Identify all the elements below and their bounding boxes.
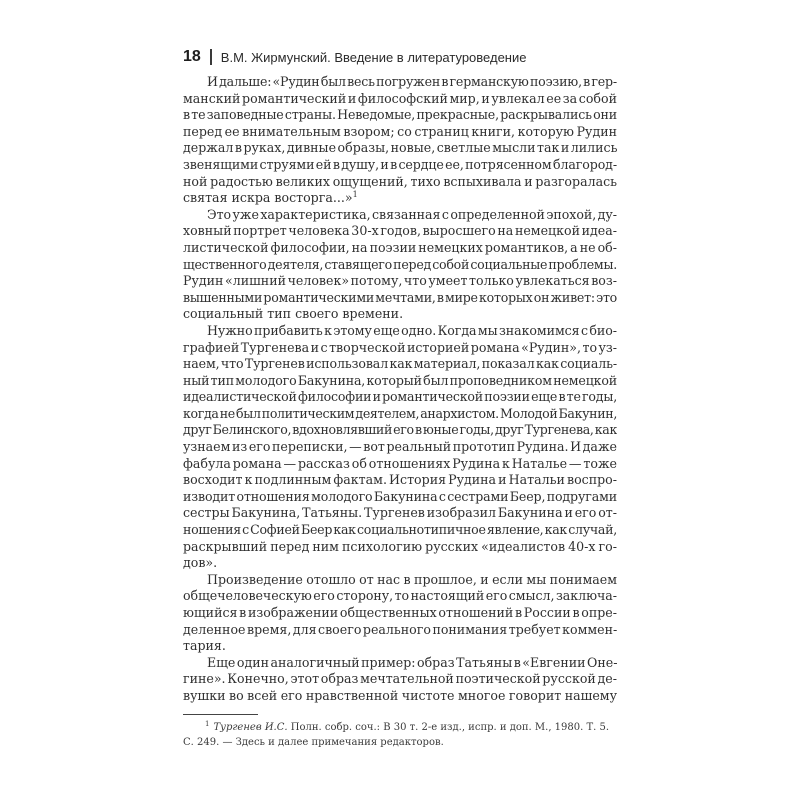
text-line-content: гине». Конечно, этот образ мечтательной поэтической русской де- — [183, 671, 617, 687]
text-line — [183, 505, 617, 522]
text-line-content: общечеловеческую его сторону, то настоящий его смысл, заключа- — [183, 588, 617, 604]
text-line-content: Это уже характеристика, связанная с определенной эпохой, ду- — [207, 206, 617, 222]
text-line — [183, 605, 617, 622]
footnote-mark: 1 — [205, 720, 210, 728]
text-line — [183, 522, 617, 539]
text-line-content: Рудин «лишний человек» потому, что умеет только увлекаться воз- — [183, 273, 617, 289]
text-line — [183, 489, 617, 506]
text-line — [183, 406, 617, 423]
text-line — [183, 273, 617, 290]
paragraph — [183, 74, 617, 207]
text-line — [183, 655, 617, 672]
text-line — [183, 323, 617, 340]
text-line-content: деленное время, для своего реального понимания требует коммен- — [183, 621, 617, 637]
text-line-content: ющийся в изображении общественных отношений в России в опре- — [183, 605, 617, 620]
text-line — [183, 588, 617, 605]
text-line — [183, 107, 617, 124]
text-line-content: держал в руках, дивные образы, новые, светлые мысли так и лились — [183, 140, 617, 156]
text-line — [183, 555, 617, 572]
text-line — [183, 290, 617, 307]
body-text — [183, 74, 617, 705]
text-line — [183, 472, 617, 489]
footnote-line: С. 249. — Здесь и далее примечания редакторов. — [183, 737, 444, 748]
text-line — [183, 389, 617, 406]
running-title: В.М. Жирмунский. Введение в литературоведение — [220, 49, 527, 65]
text-line-content: идеалистической философии и романтической поэзии еще в те годы, — [183, 389, 617, 405]
text-line-content: манский романтический и философский мир, и увлекал ее за собой — [183, 90, 617, 106]
text-line-content: листической философии, на поэзии немецких романтиков, а не об- — [183, 239, 617, 255]
paragraph — [183, 323, 617, 572]
text-line-content: вышенными романтическими мечтами, в мире которых он живет: это — [183, 289, 617, 305]
text-line — [183, 622, 617, 639]
text-line-content: И дальше: «Рудин был весь погружен в германскую поэзию, в гер- — [207, 74, 617, 89]
text-line-content: ношения с Софией Беер как социальнотипичное явление, как случай, — [183, 522, 617, 538]
text-line — [183, 456, 617, 473]
paragraph — [183, 655, 617, 705]
text-line — [183, 306, 617, 323]
text-line — [183, 340, 617, 357]
footnote-reference[interactable]: 1 — [352, 190, 358, 199]
footnote — [183, 720, 617, 750]
text-line-content: щественного деятеля, ставящего перед собой социальные проблемы. — [183, 256, 617, 272]
paragraph — [183, 572, 617, 655]
text-line — [183, 190, 617, 207]
text-line — [183, 140, 617, 157]
footnote-line — [183, 720, 617, 735]
text-line — [183, 223, 617, 240]
text-line — [183, 539, 617, 556]
text-line — [183, 207, 617, 224]
text-line — [183, 174, 617, 191]
text-line — [183, 124, 617, 141]
text-line — [183, 688, 617, 705]
text-line — [183, 373, 617, 390]
text-line-content: Еще один аналогичный пример: образ Татьяны в «Евгении Оне- — [207, 654, 617, 670]
text-line — [183, 439, 617, 456]
footnote-author: Тургенев И.С. — [213, 722, 288, 733]
text-line-content: наем, что Тургенев использовал как материал, показал как социаль- — [183, 356, 617, 372]
text-line-content: Нужно прибавить к этому еще одно. Когда мы знакомимся с био- — [207, 322, 617, 338]
text-line — [183, 257, 617, 274]
text-line — [183, 572, 617, 589]
text-line-content: фабула романа — рассказ об отношениях Рудина к Наталье — тоже — [183, 455, 617, 471]
text-line — [183, 74, 617, 91]
paragraph — [183, 207, 617, 323]
text-line — [183, 671, 617, 688]
text-line-content: дов». — [183, 555, 218, 571]
text-line-content: социальный тип своего времени. — [183, 306, 404, 322]
text-line-content: изводит отношения молодого Бакунина с сестрами Беер, подругами — [183, 488, 617, 504]
text-line — [183, 638, 617, 655]
text-line-content: раскрывший перед ним психологию русских «идеалистов 40-х го- — [183, 538, 617, 554]
text-line-content: перед ее внимательным взором; со страниц книги, которую Рудин — [183, 123, 617, 139]
text-line-content: ховный портрет человека 30-х годов, выросшего на немецкой идеа- — [183, 223, 617, 239]
text-line-content: восходит к подлинным фактам. История Рудина и Натальи воспро- — [183, 472, 617, 488]
text-line-content: узнаем из его переписки, — вот реальный прототип Рудина. И даже — [183, 439, 617, 455]
text-line — [183, 356, 617, 373]
text-line-content: святая искра восторга...» — [183, 190, 353, 206]
footnote-text: Полн. собр. соч.: В 30 т. 2-е изд., испр. и доп. М., 1980. Т. 5. — [287, 722, 610, 733]
running-head — [183, 47, 526, 67]
text-line-content: когда не был политическим деятелем, анархистом. Молодой Бакунин, — [183, 405, 617, 421]
text-line-content: графией Тургенева и с творческой историей романа «Рудин», то уз- — [183, 339, 617, 355]
text-line-content: друг Белинского, вдохновлявший его в юные годы, друг Тургенева, как — [183, 422, 617, 438]
header-separator — [210, 49, 212, 65]
text-line-content: ной радостью великих ощущений, тихо вспыхивала и разгоралась — [183, 173, 617, 189]
text-line-content: тария. — [183, 638, 226, 654]
page-number: 18 — [183, 48, 201, 65]
text-line-content: в те заповедные страны. Неведомые, прекрасные, раскрывались они — [183, 107, 617, 123]
text-line — [183, 157, 617, 174]
text-line-content: вушки во всей его нравственной чистоте многое говорит нашему — [183, 687, 617, 703]
text-line-content: Произведение отошло от нас в прошлое, и если мы понимаем — [207, 571, 617, 587]
text-line — [183, 91, 617, 108]
text-line-content: ный тип молодого Бакунина, который был проповедником немецкой — [183, 372, 617, 388]
text-line — [183, 422, 617, 439]
footnote-rule — [183, 714, 258, 715]
text-line-content: звенящими струями ей в душу, и в сердце ее, потрясенном благород- — [183, 156, 617, 172]
text-line — [183, 240, 617, 257]
text-line-content: сестры Бакунина, Татьяны. Тургенев изобразил Бакунина и его от- — [183, 505, 617, 521]
